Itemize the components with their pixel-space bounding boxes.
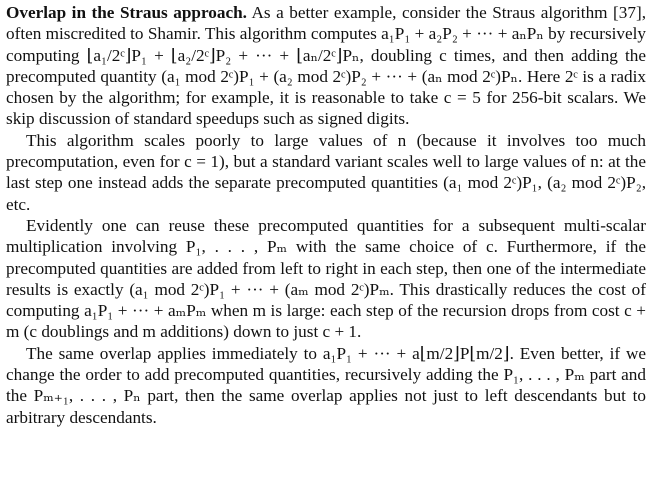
paragraph-3: Evidently one can reuse these precomputed quantities for a subsequent multi-scalar multiplication involving P₁, . . . , Pₘ with the same choice of c. Furthermore, if the precomputed quantities are added from left to right in each step, then one of the intermediate results is exactly (a₁ mod 2ᶜ)P₁ + ··· + (aₘ mod 2ᶜ)Pₘ. This drastically reduces the cost of computing a₁P₁ + ··· + aₘPₘ when m is large: each step of the recursion drops from cost c + m (c doublings and m additions) down to just c + 1. xyxy=(6,215,646,342)
paragraph-4: The same overlap applies immediately to a₁P₁ + ··· + a⌊m/2⌋P⌊m/2⌋. Even better, if we change the order to add precomputed quantities, recursively adding the P₁, . . . , Pₘ part and the Pₘ₊₁, . . . , Pₙ part, then the same overlap applies not just to left descendants but to arbitrary descendants. xyxy=(6,343,646,427)
paragraph-1-text: As a better example, consider the Straus algorithm [37], often miscredited to Shamir. This algorithm computes a₁P₁ + a₂P₂ + ··· + aₙPₙ by recursively computing ⌊a₁/2ᶜ⌋P₁ + ⌊a₂/2ᶜ⌋P₂ + ··· + ⌊aₙ/2ᶜ⌋Pₙ, doubling c times, and then adding the precomputed quantity (a₁ mod 2ᶜ)P₁ + (a₂ mod 2ᶜ)P₂ + ··· + (aₙ mod 2ᶜ)Pₙ. Here 2ᶜ is a radix chosen by the algorithm; for example, it is reasonable to take c = 5 for 256-bit scalars. We skip discussion of standard speedups such as signed digits. xyxy=(6,3,646,129)
paragraph-2: This algorithm scales poorly to large values of n (because it involves too much precomputation, even for c = 1), but a standard variant scales well to large values of n: at the last step one instead adds the separate precomputed quantities (a₁ mod 2ᶜ)P₁, (a₂ mod 2ᶜ)P₂, etc. xyxy=(6,130,646,214)
paragraph-1 xyxy=(6,2,646,130)
section-heading: Overlap in the Straus approach. xyxy=(6,3,247,22)
